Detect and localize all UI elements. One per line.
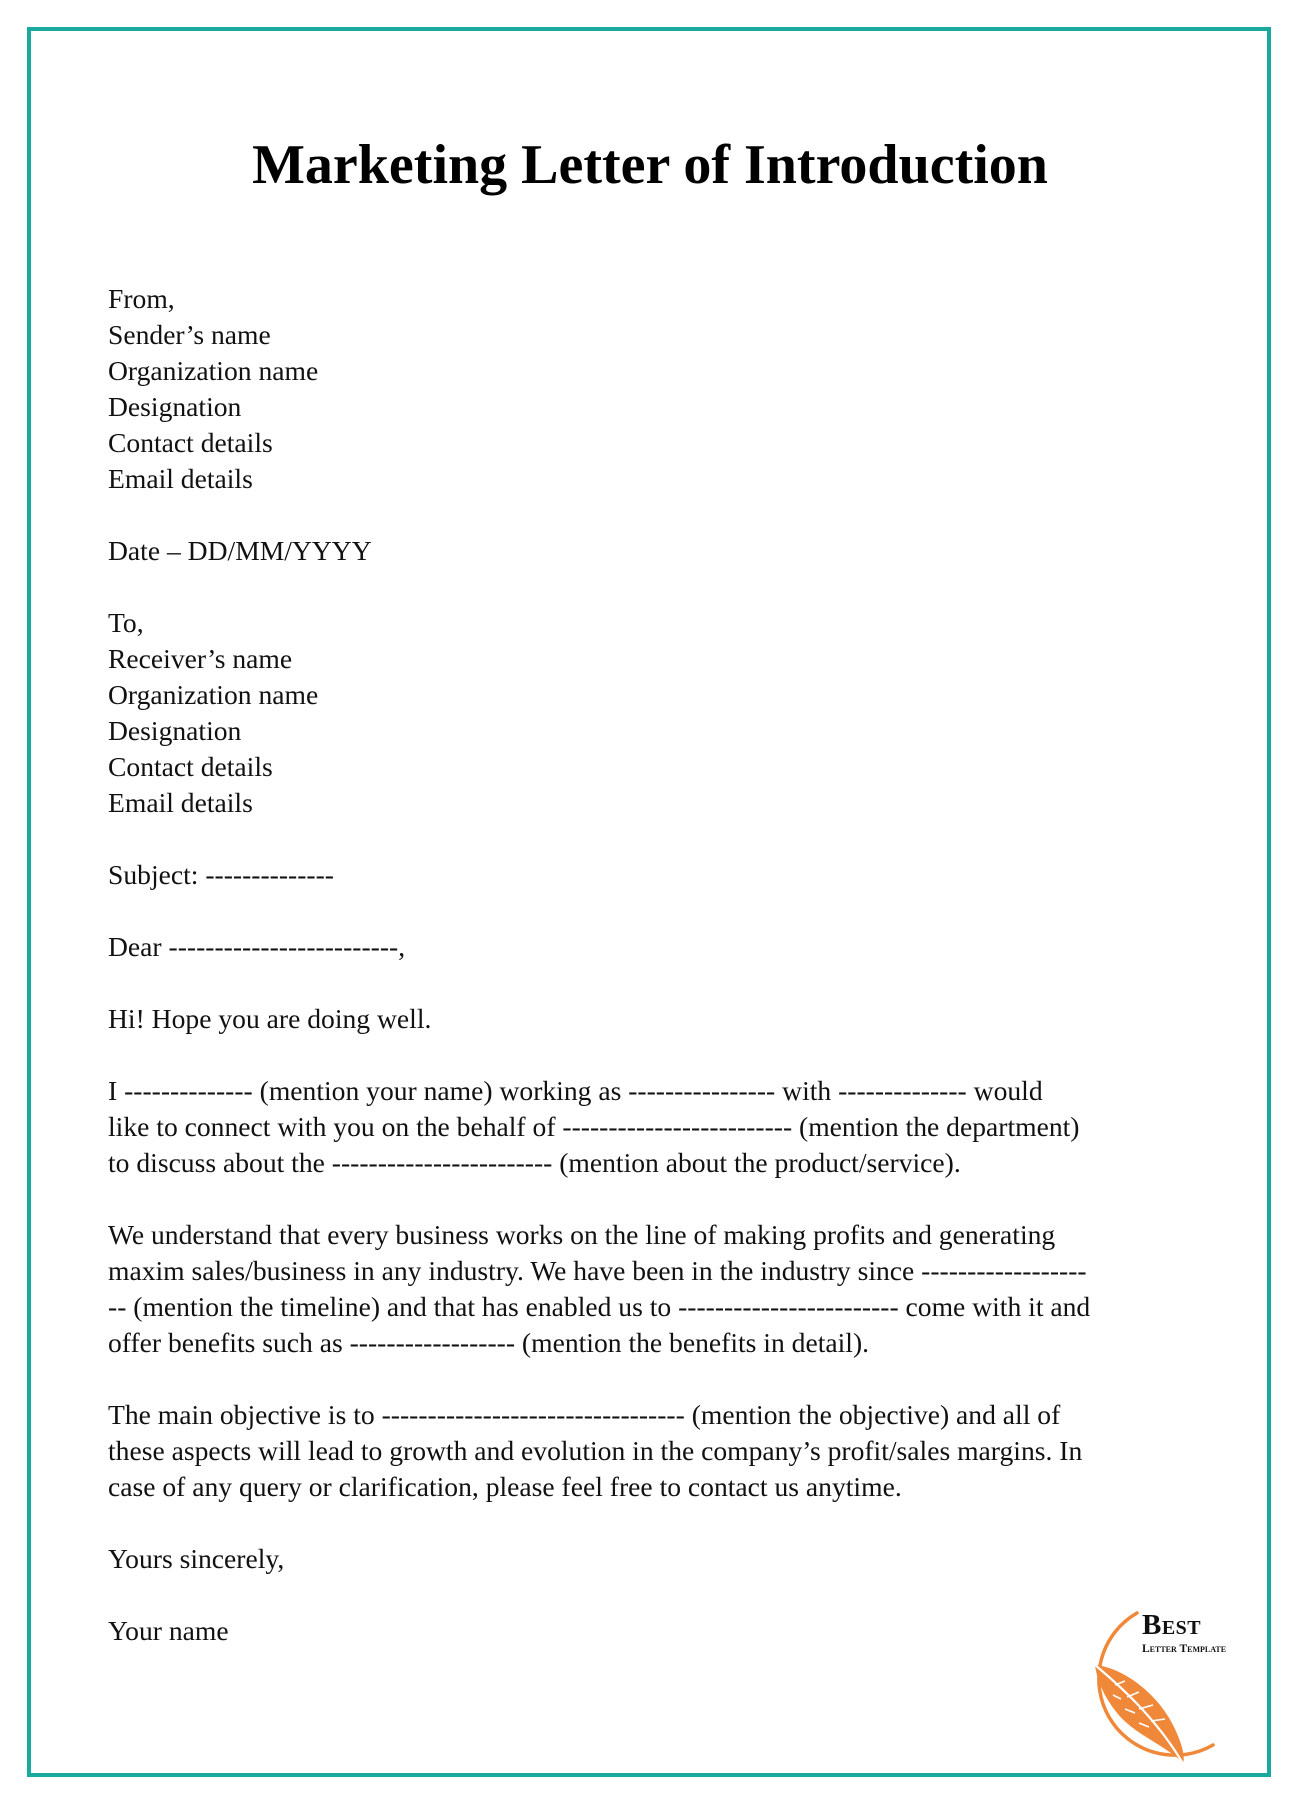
logo-subtitle: Letter Template: [1142, 1643, 1227, 1655]
paragraph3-line: these aspects will lead to growth and evolution in the company’s profit/sales margins. In: [108, 1435, 1083, 1466]
sender-contact: Contact details: [108, 427, 273, 458]
signature-name: Your name: [108, 1615, 229, 1646]
receiver-designation: Designation: [108, 715, 242, 746]
logo-wordmark: [1142, 1610, 1226, 1656]
paragraph2-line: -- (mention the timeline) and that has enabled us to ------------------------ come with it and: [108, 1291, 1091, 1322]
from-heading: From,: [108, 283, 175, 314]
paragraph3-line: case of any query or clarification, please feel free to contact us anytime.: [108, 1471, 902, 1502]
paragraph2-line: offer benefits such as ------------------ (mention the benefits in detail).: [108, 1327, 870, 1358]
receiver-name: Receiver’s name: [108, 643, 293, 674]
receiver-organization: Organization name: [108, 679, 319, 710]
date-line: Date – DD/MM/YYYY: [108, 535, 372, 566]
subject-line: Subject: --------------: [108, 859, 334, 890]
letter-body: [108, 281, 1198, 1649]
paragraph2-line: We understand that every business works on the line of making profits and generating: [108, 1219, 1056, 1250]
greeting: Hi! Hope you are doing well.: [108, 1003, 432, 1034]
to-heading: To,: [108, 607, 144, 638]
paragraph3-line: The main objective is to --------------------------------- (mention the objective) and all of: [108, 1399, 1061, 1430]
closing: Yours sincerely,: [108, 1543, 285, 1574]
receiver-contact: Contact details: [108, 751, 273, 782]
paragraph1-line: to discuss about the ------------------------ (mention about the product/service).: [108, 1147, 961, 1178]
paragraph1-line: I -------------- (mention your name) working as ---------------- with -------------- would: [108, 1075, 1043, 1106]
page-title: Marketing Letter of Introduction: [252, 134, 1048, 196]
paragraph1-line: like to connect with you on the behalf of ------------------------- (mention the department): [108, 1111, 1080, 1142]
logo-word: Best: [1142, 1609, 1202, 1641]
receiver-email: Email details: [108, 787, 253, 818]
sender-name: Sender’s name: [108, 319, 271, 350]
sender-designation: Designation: [108, 391, 242, 422]
salutation: Dear -------------------------,: [108, 931, 406, 962]
sender-organization: Organization name: [108, 355, 319, 386]
sender-email: Email details: [108, 463, 253, 494]
paragraph2-line: maxim sales/business in any industry. We have been in the industry since ------------------: [108, 1255, 1087, 1286]
